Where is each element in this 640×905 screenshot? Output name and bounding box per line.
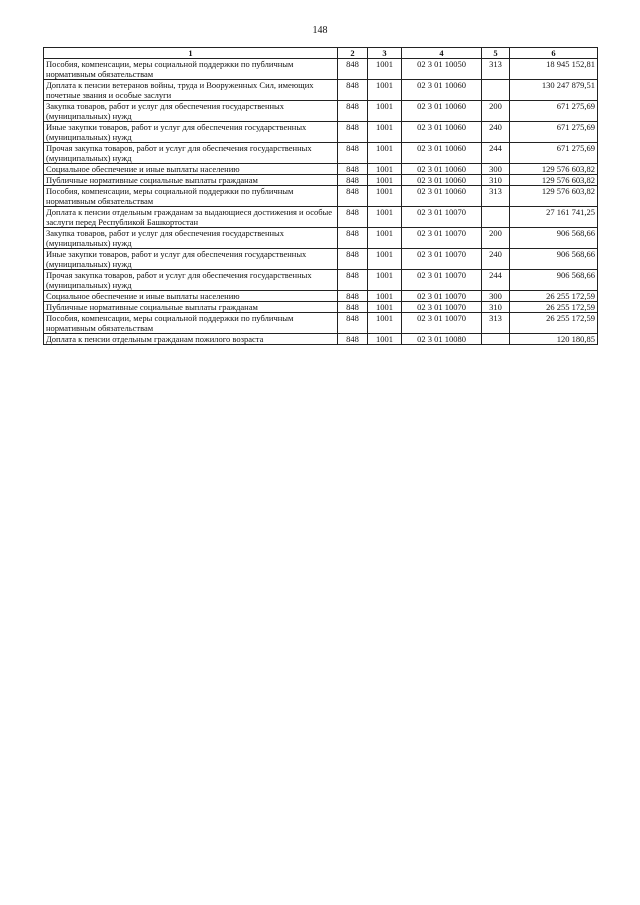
row-vr-cell: 300 — [482, 291, 510, 302]
header-col-4: 4 — [402, 48, 482, 59]
row-amount-cell: 130 247 879,51 — [510, 80, 598, 101]
row-rzpr-cell: 1001 — [368, 59, 402, 80]
row-vr-cell: 240 — [482, 249, 510, 270]
row-vr-cell — [482, 80, 510, 101]
row-amount-cell: 671 275,69 — [510, 122, 598, 143]
row-csr-cell: 02 3 01 10050 — [402, 59, 482, 80]
header-col-1: 1 — [44, 48, 338, 59]
row-csr-cell: 02 3 01 10070 — [402, 249, 482, 270]
row-vr-cell: 240 — [482, 122, 510, 143]
row-gr-cell: 848 — [338, 313, 368, 334]
table-row — [44, 164, 598, 175]
row-vr-cell — [482, 207, 510, 228]
row-name-cell: Иные закупки товаров, работ и услуг для обеспечения государственных (муниципальных) нужд — [44, 122, 338, 143]
row-csr-cell: 02 3 01 10060 — [402, 164, 482, 175]
row-amount-cell: 671 275,69 — [510, 143, 598, 164]
row-vr-cell: 310 — [482, 175, 510, 186]
table-row — [44, 334, 598, 345]
table-row — [44, 59, 598, 80]
row-csr-cell: 02 3 01 10080 — [402, 334, 482, 345]
row-amount-cell: 26 255 172,59 — [510, 313, 598, 334]
row-name-cell: Закупка товаров, работ и услуг для обеспечения государственных (муниципальных) нужд — [44, 101, 338, 122]
row-gr-cell: 848 — [338, 249, 368, 270]
row-name-cell: Закупка товаров, работ и услуг для обеспечения государственных (муниципальных) нужд — [44, 228, 338, 249]
row-amount-cell: 906 568,66 — [510, 249, 598, 270]
row-vr-cell: 313 — [482, 59, 510, 80]
row-rzpr-cell: 1001 — [368, 270, 402, 291]
row-gr-cell: 848 — [338, 302, 368, 313]
row-gr-cell: 848 — [338, 334, 368, 345]
row-rzpr-cell: 1001 — [368, 228, 402, 249]
row-amount-cell: 129 576 603,82 — [510, 186, 598, 207]
row-name-cell: Пособия, компенсации, меры социальной поддержки по публичным нормативным обязательствам — [44, 59, 338, 80]
table-row — [44, 228, 598, 249]
row-name-cell: Доплата к пенсии ветеранов войны, труда и Вооруженных Сил, имеющих почетные звания и особые заслуги — [44, 80, 338, 101]
row-vr-cell: 200 — [482, 101, 510, 122]
row-gr-cell: 848 — [338, 59, 368, 80]
table-row — [44, 313, 598, 334]
header-col-5: 5 — [482, 48, 510, 59]
row-amount-cell: 26 255 172,59 — [510, 291, 598, 302]
row-csr-cell: 02 3 01 10070 — [402, 313, 482, 334]
table-row — [44, 143, 598, 164]
row-rzpr-cell: 1001 — [368, 122, 402, 143]
table-row — [44, 302, 598, 313]
table-header-row — [44, 48, 598, 59]
table-body — [44, 59, 598, 345]
row-csr-cell: 02 3 01 10060 — [402, 143, 482, 164]
row-name-cell: Прочая закупка товаров, работ и услуг для обеспечения государственных (муниципальных) нужд — [44, 270, 338, 291]
row-vr-cell: 244 — [482, 143, 510, 164]
table-row — [44, 291, 598, 302]
table-row — [44, 207, 598, 228]
row-rzpr-cell: 1001 — [368, 175, 402, 186]
row-gr-cell: 848 — [338, 80, 368, 101]
row-gr-cell: 848 — [338, 270, 368, 291]
row-vr-cell — [482, 334, 510, 345]
row-rzpr-cell: 1001 — [368, 334, 402, 345]
row-rzpr-cell: 1001 — [368, 313, 402, 334]
row-csr-cell: 02 3 01 10070 — [402, 302, 482, 313]
row-amount-cell: 671 275,69 — [510, 101, 598, 122]
row-amount-cell: 129 576 603,82 — [510, 164, 598, 175]
row-amount-cell: 27 161 741,25 — [510, 207, 598, 228]
row-vr-cell: 310 — [482, 302, 510, 313]
row-gr-cell: 848 — [338, 164, 368, 175]
row-amount-cell: 906 568,66 — [510, 228, 598, 249]
row-name-cell: Социальное обеспечение и иные выплаты населению — [44, 164, 338, 175]
table-row — [44, 175, 598, 186]
row-csr-cell: 02 3 01 10060 — [402, 80, 482, 101]
row-csr-cell: 02 3 01 10060 — [402, 101, 482, 122]
row-csr-cell: 02 3 01 10070 — [402, 270, 482, 291]
header-col-6: 6 — [510, 48, 598, 59]
row-name-cell: Публичные нормативные социальные выплаты гражданам — [44, 302, 338, 313]
row-csr-cell: 02 3 01 10060 — [402, 122, 482, 143]
row-rzpr-cell: 1001 — [368, 249, 402, 270]
row-name-cell: Пособия, компенсации, меры социальной поддержки по публичным нормативным обязательствам — [44, 186, 338, 207]
header-col-2: 2 — [338, 48, 368, 59]
row-vr-cell: 300 — [482, 164, 510, 175]
row-rzpr-cell: 1001 — [368, 302, 402, 313]
row-gr-cell: 848 — [338, 291, 368, 302]
row-gr-cell: 848 — [338, 186, 368, 207]
row-name-cell: Пособия, компенсации, меры социальной поддержки по публичным нормативным обязательствам — [44, 313, 338, 334]
row-name-cell: Доплата к пенсии отдельным гражданам за выдающиеся достижения и особые заслуги перед Республикой Башкортостан — [44, 207, 338, 228]
table-row — [44, 270, 598, 291]
row-name-cell: Прочая закупка товаров, работ и услуг для обеспечения государственных (муниципальных) нужд — [44, 143, 338, 164]
row-gr-cell: 848 — [338, 101, 368, 122]
row-rzpr-cell: 1001 — [368, 164, 402, 175]
row-rzpr-cell: 1001 — [368, 186, 402, 207]
row-vr-cell: 200 — [482, 228, 510, 249]
row-amount-cell: 18 945 152,81 — [510, 59, 598, 80]
row-gr-cell: 848 — [338, 143, 368, 164]
row-rzpr-cell: 1001 — [368, 143, 402, 164]
table-row — [44, 80, 598, 101]
row-vr-cell: 313 — [482, 313, 510, 334]
row-gr-cell: 848 — [338, 228, 368, 249]
row-amount-cell: 26 255 172,59 — [510, 302, 598, 313]
row-amount-cell: 906 568,66 — [510, 270, 598, 291]
row-name-cell: Доплата к пенсии отдельным гражданам пожилого возраста — [44, 334, 338, 345]
row-name-cell: Иные закупки товаров, работ и услуг для обеспечения государственных (муниципальных) нужд — [44, 249, 338, 270]
row-gr-cell: 848 — [338, 122, 368, 143]
budget-table — [43, 47, 598, 345]
page-number: 148 — [312, 25, 328, 36]
table-row — [44, 122, 598, 143]
header-col-3: 3 — [368, 48, 402, 59]
row-csr-cell: 02 3 01 10060 — [402, 175, 482, 186]
row-amount-cell: 120 180,85 — [510, 334, 598, 345]
row-rzpr-cell: 1001 — [368, 207, 402, 228]
row-rzpr-cell: 1001 — [368, 101, 402, 122]
row-gr-cell: 848 — [338, 175, 368, 186]
table-row — [44, 249, 598, 270]
row-amount-cell: 129 576 603,82 — [510, 175, 598, 186]
row-vr-cell: 244 — [482, 270, 510, 291]
row-name-cell: Социальное обеспечение и иные выплаты населению — [44, 291, 338, 302]
table-row — [44, 186, 598, 207]
row-csr-cell: 02 3 01 10070 — [402, 228, 482, 249]
row-rzpr-cell: 1001 — [368, 80, 402, 101]
row-csr-cell: 02 3 01 10070 — [402, 291, 482, 302]
row-csr-cell: 02 3 01 10060 — [402, 186, 482, 207]
table-row — [44, 101, 598, 122]
row-csr-cell: 02 3 01 10070 — [402, 207, 482, 228]
row-gr-cell: 848 — [338, 207, 368, 228]
row-rzpr-cell: 1001 — [368, 291, 402, 302]
row-name-cell: Публичные нормативные социальные выплаты гражданам — [44, 175, 338, 186]
row-vr-cell: 313 — [482, 186, 510, 207]
